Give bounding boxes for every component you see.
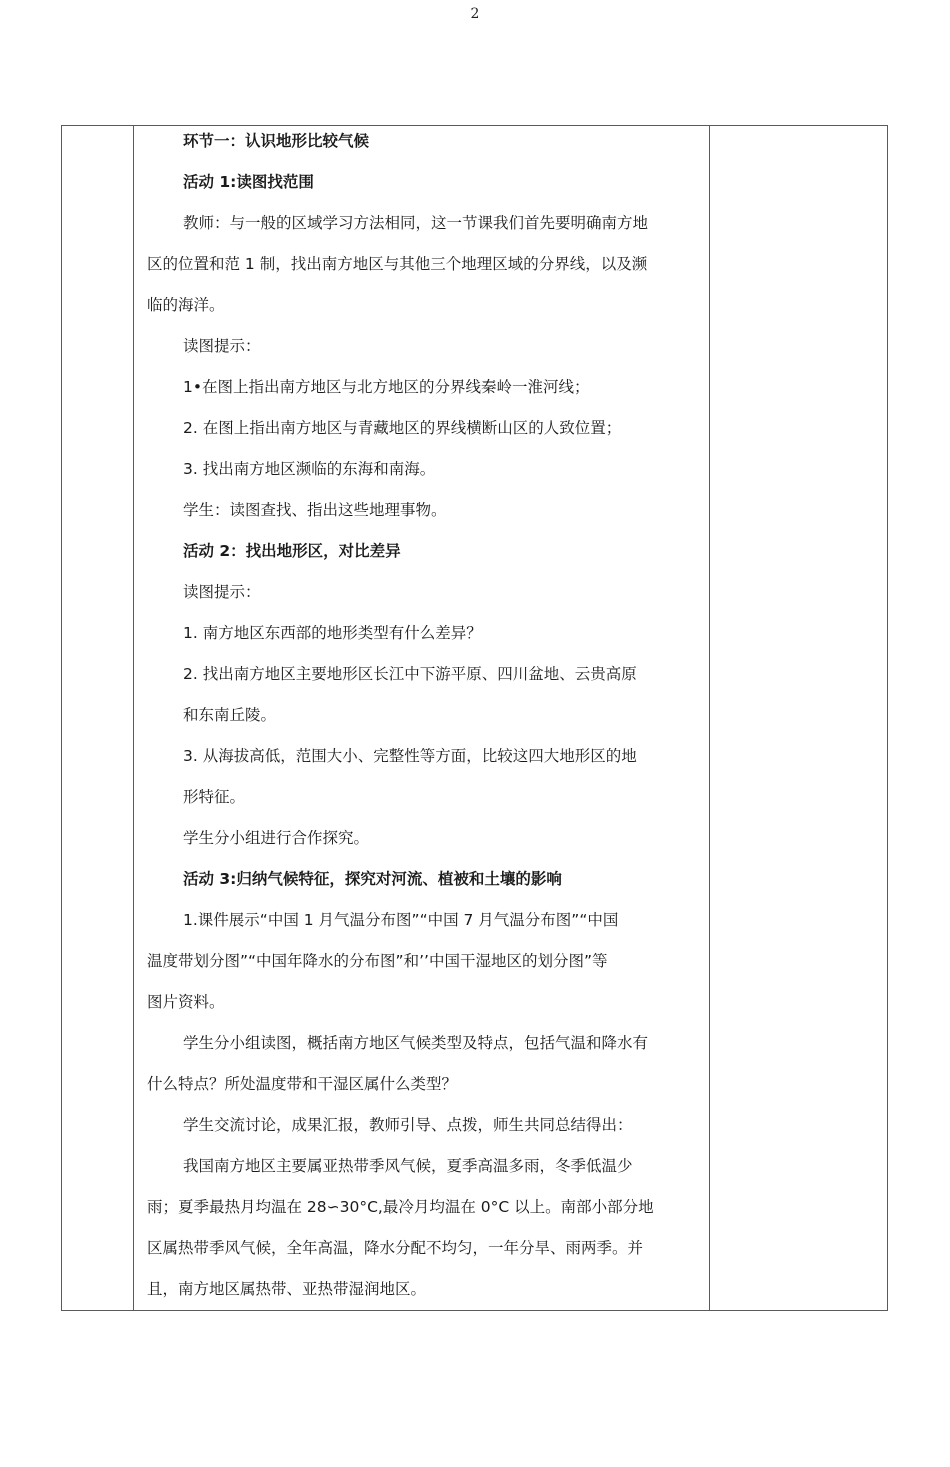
page-number: 2 (470, 6, 480, 22)
section-heading: 活动 3:归纳气候特征，探究对河流、植被和土壤的影响 (183, 870, 562, 888)
text-line: 图片资料。 (147, 993, 225, 1011)
text-line: 温度带划分图”“中国年降水的分布图”和’’中国干湿地区的划分图”等 (147, 952, 608, 970)
text-line: 读图提示： (183, 337, 261, 355)
text-line: 2. 找出南方地区主要地形区长江中下游平原、四川盆地、云贵高原 (183, 665, 637, 683)
lesson-content-cell (147, 131, 703, 1320)
text-line: 1•在图上指出南方地区与北方地区的分界线秦岭一淮河线； (183, 378, 590, 396)
text-line: 我国南方地区主要属亚热带季风气候，夏季高温多雨，冬季低温少 (183, 1157, 633, 1175)
text-line: 学生分小组读图，概括南方地区气候类型及特点，包括气温和降水有 (183, 1034, 649, 1052)
text-line: 形特征。 (183, 788, 246, 806)
text-line: 什么特点？所处温度带和干湿区属什么类型？ (147, 1075, 458, 1093)
text-line: 且，南方地区属热带、亚热带湿润地区。 (147, 1280, 427, 1298)
text-line: 读图提示： (183, 583, 261, 601)
text-line: 3. 找出南方地区濒临的东海和南海。 (183, 460, 436, 478)
left-column-divider (133, 125, 134, 1311)
text-line: 和东南丘陵。 (183, 706, 277, 724)
text-line: 学生交流讨论，成果汇报，教师引导、点拨，师生共同总结得出： (183, 1116, 633, 1134)
section-heading: 活动 1:读图找范围 (183, 173, 314, 191)
right-column-divider (709, 125, 710, 1311)
text-line: 3. 从海拔高低，范围大小、完整性等方面，比较这四大地形区的地 (183, 747, 637, 765)
text-line: 雨；夏季最热月均温在 28∽30°C,最冷月均温在 0°C 以上。南部小部分地 (147, 1198, 654, 1216)
text-line: 1.课件展示“中国 1 月气温分布图”“中国 7 月气温分布图”“中国 (183, 911, 619, 929)
text-line: 临的海洋。 (147, 296, 225, 314)
text-line: 教师：与一般的区域学习方法相同，这一节课我们首先要明确南方地 (183, 214, 649, 232)
section-heading: 环节一：认识地形比较气候 (183, 132, 370, 150)
text-line: 区属热带季风气候，全年高温，降水分配不均匀，一年分旱、雨两季。并 (147, 1239, 644, 1257)
section-heading: 活动 2：找出地形区，对比差异 (183, 542, 401, 560)
text-line: 2. 在图上指出南方地区与青藏地区的界线横断山区的人致位置； (183, 419, 622, 437)
text-line: 学生：读图查找、指出这些地理事物。 (183, 501, 447, 519)
text-line: 区的位置和范 1 制，找出南方地区与其他三个地理区域的分界线，以及濒 (147, 255, 648, 273)
text-line: 学生分小组进行合作探究。 (183, 829, 370, 847)
text-line: 1. 南方地区东西部的地形类型有什么差异？ (183, 624, 482, 642)
